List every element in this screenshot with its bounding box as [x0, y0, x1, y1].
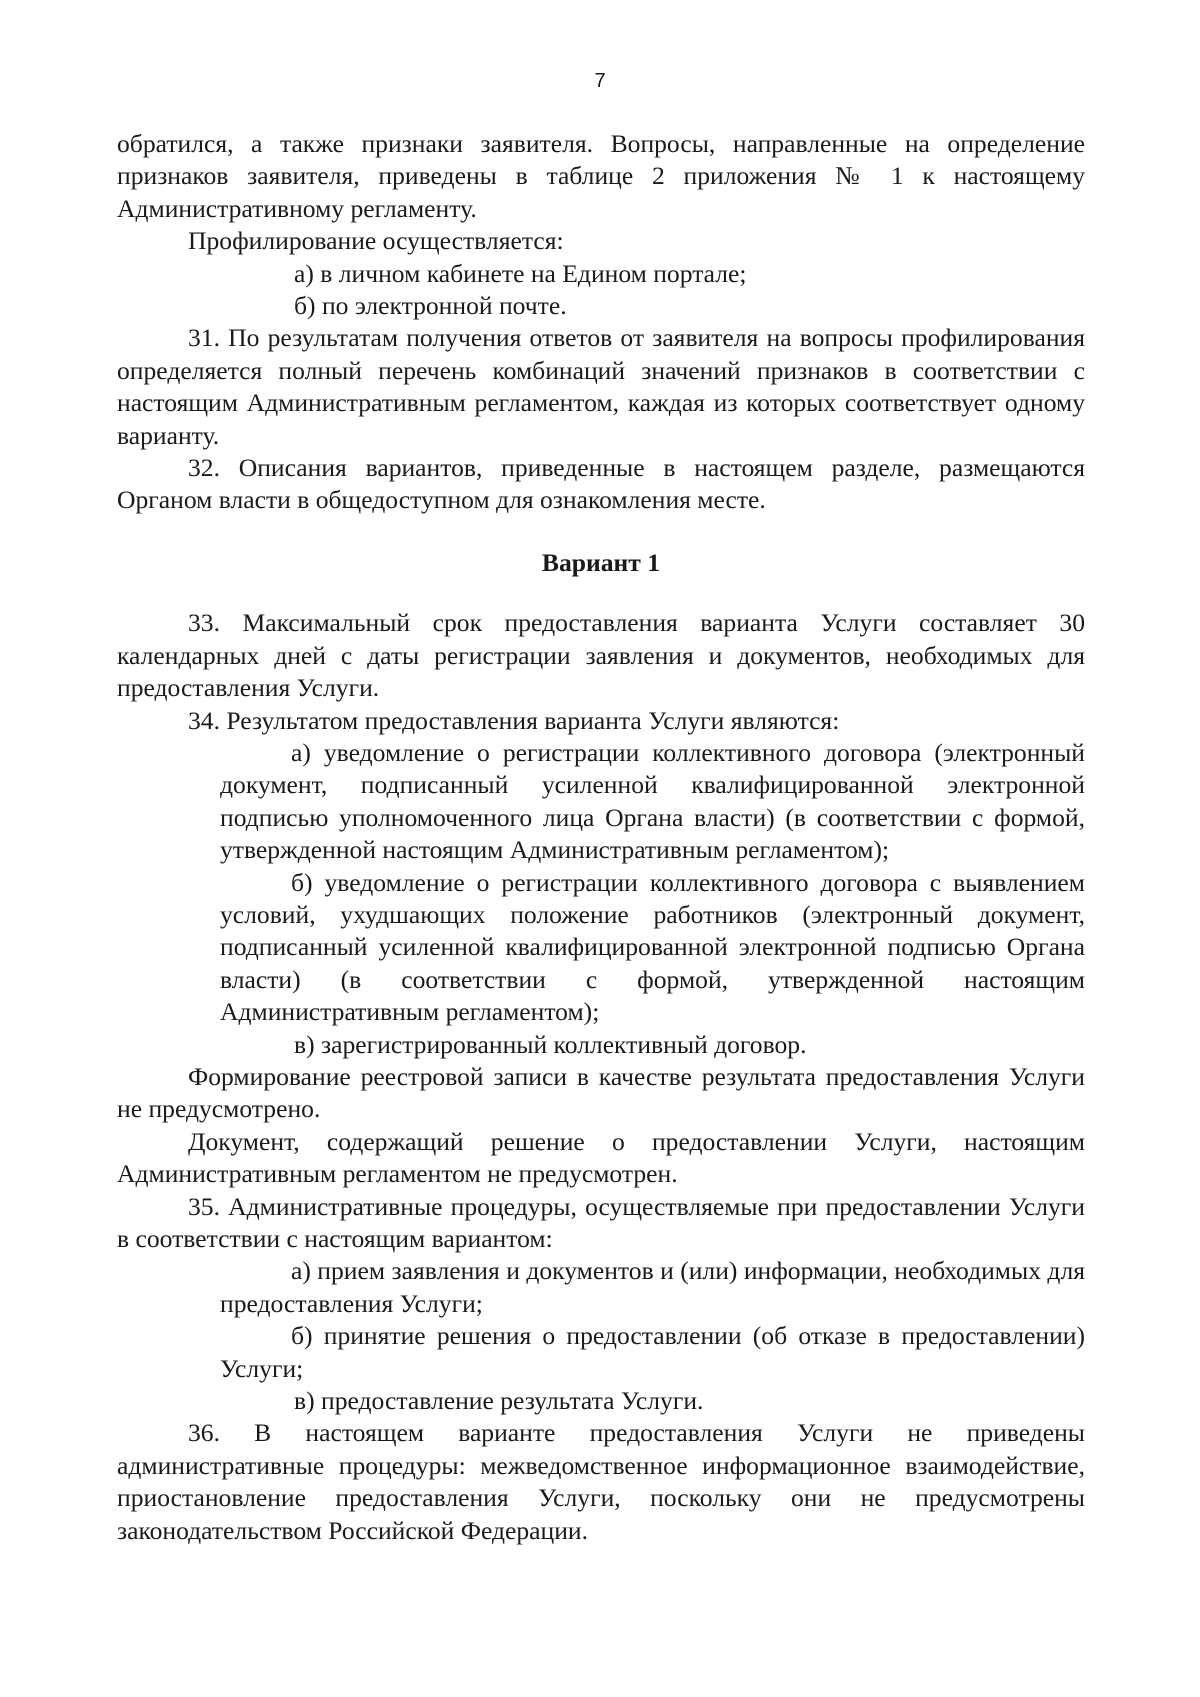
- list-item-profiling-b: б) по электронной почте.: [294, 291, 567, 321]
- paragraph-34-document: Документ, содержащий решение о предоставлении Услуги, настоящим Административным регламентом не предусмотрен.: [117, 1126, 1085, 1189]
- list-item-profiling-a: а) в личном кабинете на Едином портале;: [294, 258, 747, 288]
- list-item-34c: в) зарегистрированный коллективный договор.: [294, 1029, 807, 1059]
- paragraph-profiling: Профилирование осуществляется:: [188, 226, 564, 256]
- document-body: [117, 128, 1085, 1547]
- paragraph-34: 34. Результатом предоставления варианта Услуги являются:: [188, 705, 840, 735]
- paragraph-33: 33. Максимальный срок предоставления варианта Услуги составляет 30 календарных дней с даты регистрации заявления и документов, необходимых для предоставления Услуги.: [117, 608, 1085, 703]
- paragraph-32: 32. Описания вариантов, приведенные в настоящем разделе, размещаются Органом власти в общедоступном для ознакомления месте.: [117, 453, 1085, 515]
- list-item-35c: в) предоставление результата Услуги.: [294, 1386, 704, 1416]
- paragraph-continuation: обратился, а также признаки заявителя. Вопросы, направленные на определение признаков заявителя, приведены в таблице 2 приложения № 1 к настоящему Административному регламенту.: [117, 129, 1085, 223]
- paragraph-36: 36. В настоящем варианте предоставления Услуги не приведены административные процедуры: межведомственное информационное взаимодействие, приостановление предоставления Услуги, поскольку они не предусмотрены законодательством Российской Федерации.: [117, 1418, 1085, 1545]
- list-item-34a: а) уведомление о регистрации коллективного договора (электронный документ, подписанный усиленной квалифицированной электронной подписью уполномоченного лица Органа власти) (в соответствии с формой, утвержденной настоящим Административным регламентом);: [220, 737, 1085, 865]
- section-heading: Вариант 1: [541, 547, 661, 577]
- list-item-35b: б) принятие решения о предоставлении (об отказе в предоставлении) Услуги;: [220, 1321, 1085, 1383]
- list-item-34b: б) уведомление о регистрации коллективного договора с выявлением условий, ухудшающих положение работников (электронный документ, подписанный усиленной квалифицированной электронной подписью Органа власти) (в соответствии с формой, утвержденной настоящим Административным регламентом);: [220, 867, 1085, 1027]
- paragraph-34-registry: Формирование реестровой записи в качестве результата предоставления Услуги не предусмотрено.: [117, 1061, 1085, 1124]
- paragraph-35: 35. Административные процедуры, осуществляемые при предоставлении Услуги в соответствии с настоящим вариантом:: [117, 1191, 1085, 1253]
- paragraph-31: 31. По результатам получения ответов от заявителя на вопросы профилирования определяется полный перечень комбинаций значений признаков в соответствии с настоящим Административным регламентом, каждая из которых соответствует одному варианту.: [117, 323, 1085, 450]
- list-item-35a: а) прием заявления и документов и (или) информации, необходимых для предоставления Услуги;: [220, 1256, 1085, 1318]
- page-number: 7: [594, 70, 606, 92]
